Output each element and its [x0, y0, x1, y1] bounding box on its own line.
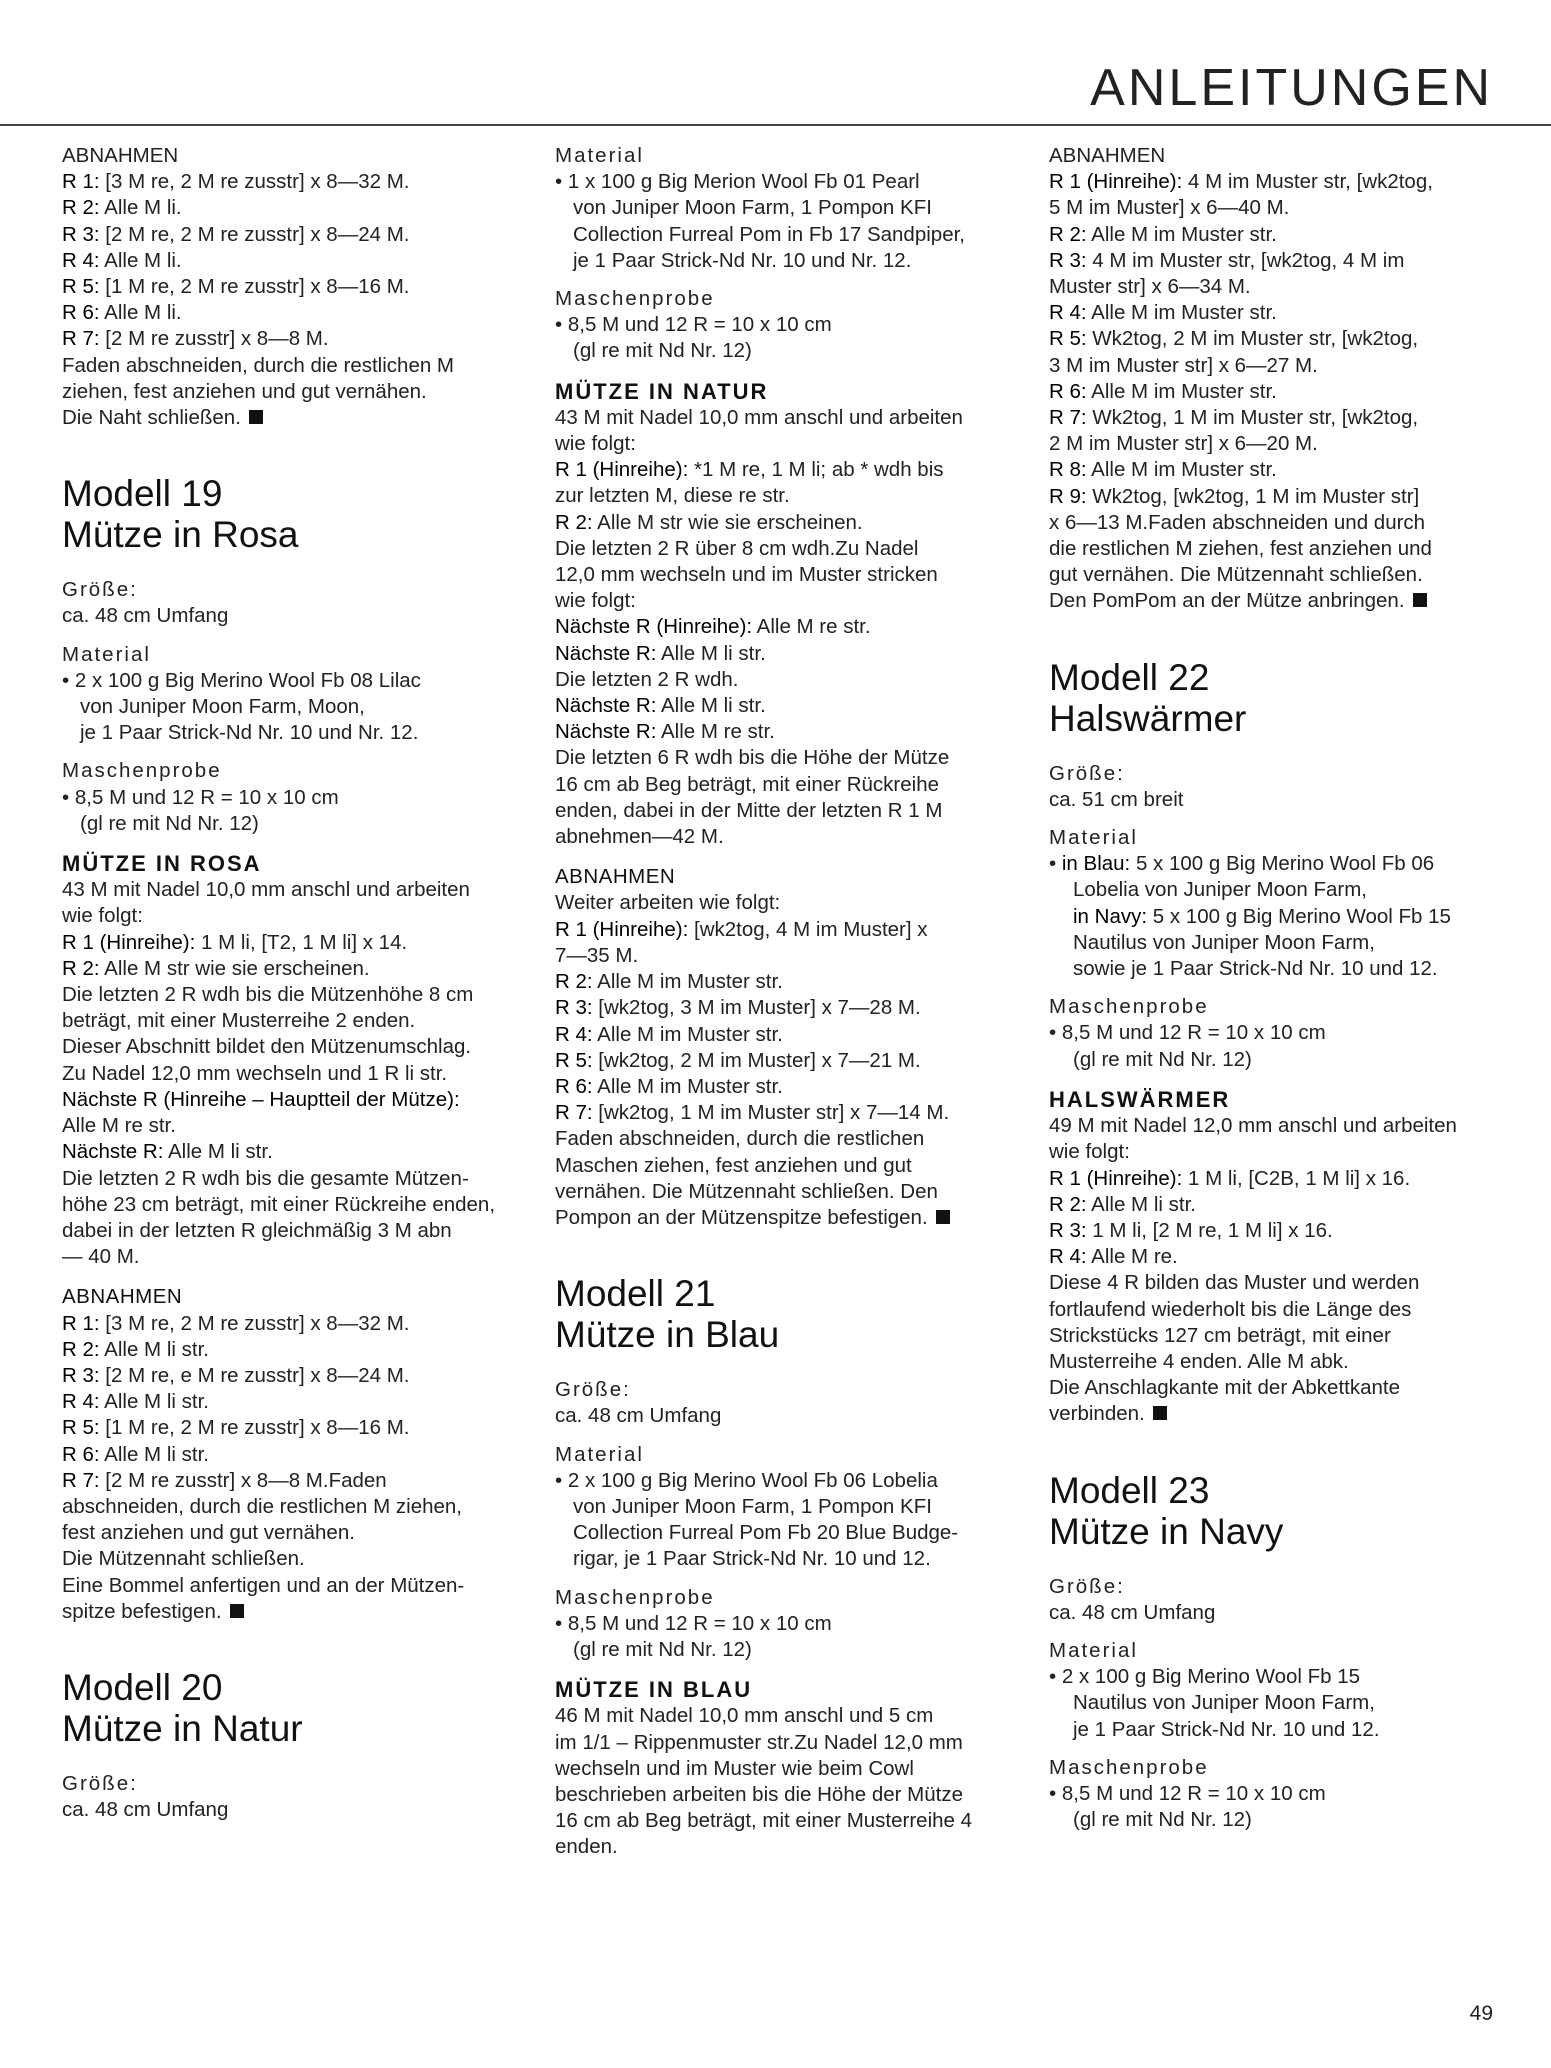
text-line: fortlaufend wiederholt bis die Länge des [1049, 1297, 1412, 1321]
maschenprobe-line: • 8,5 M und 12 R = 10 x 10 cm [555, 313, 832, 337]
text-line: die restlichen M ziehen, fest anziehen und [1049, 537, 1432, 561]
row-line: R 2: Alle M li str. [1049, 1192, 1196, 1216]
text-line: verbinden. [1049, 1401, 1509, 1427]
row-line: R 3: [2 M re, 2 M re zusstr] x 8—24 M. [62, 222, 410, 246]
text-line: wie folgt: [1049, 1140, 1130, 1164]
row-line: R 4: Alle M li. [62, 248, 182, 272]
row-line: R 7: Wk2tog, 1 M im Muster str, [wk2tog, [1049, 406, 1419, 430]
row-line: R 8: Alle M im Muster str. [1049, 458, 1277, 482]
text-line: Strickstücks 127 cm beträgt, mit einer [1049, 1323, 1391, 1347]
material-line: Collection Furreal Pom in Fb 17 Sandpiper, [573, 222, 965, 246]
text-line: Die Naht schließen. [62, 405, 522, 431]
row-line: R 4: Alle M li str. [62, 1390, 209, 1414]
section-heading: MÜTZE IN ROSA [62, 851, 262, 877]
row-line: R 1 (Hinreihe): 4 M im Muster str, [wk2tog, [1049, 170, 1433, 194]
text-line: wie folgt: [555, 589, 636, 613]
text-line: wie folgt: [555, 432, 636, 456]
end-square-icon [936, 1210, 950, 1224]
row-line: R 3: 1 M li, [2 M re, 1 M li] x 16. [1049, 1218, 1333, 1242]
text-line: wie folgt: [62, 904, 143, 928]
maschenprobe-line: (gl re mit Nd Nr. 12) [573, 339, 752, 363]
text-line: enden, dabei in der Mitte der letzten R 1 M [555, 798, 943, 822]
text-line: enden. [555, 1835, 618, 1859]
text-line: 12,0 mm wechseln und im Muster stricken [555, 563, 938, 587]
modell-subtitle: Halswärmer [1049, 697, 1247, 739]
row-line: R 2: Alle M im Muster str. [1049, 222, 1277, 246]
text-line: 5 M im Muster] x 6—40 M. [1049, 196, 1290, 220]
row-line: R 7: [wk2tog, 1 M im Muster str] x 7—14 M. [555, 1101, 950, 1125]
maschenprobe-line: (gl re mit Nd Nr. 12) [573, 1637, 752, 1661]
end-square-icon [1153, 1406, 1167, 1420]
row-line: R 6: Alle M li str. [62, 1442, 209, 1466]
modell-22 [1049, 657, 1509, 739]
page-number: 49 [1469, 2002, 1493, 2025]
material-line: • in Blau: 5 x 100 g Big Merino Wool Fb 06 [1049, 852, 1435, 876]
text-line: Eine Bommel anfertigen und an der Mützen- [62, 1573, 465, 1597]
column-left [62, 143, 522, 1823]
material-line: je 1 Paar Strick-Nd Nr. 10 und Nr. 12. [573, 248, 912, 272]
maschenprobe-label: Maschenprobe [555, 1585, 715, 1609]
text-line: Maschen ziehen, fest anziehen und gut [555, 1153, 912, 1177]
text-line: 43 M mit Nadel 10,0 mm anschl und arbeiten [62, 878, 470, 902]
row-line: Nächste R: Alle M re str. [555, 720, 775, 744]
modell-subtitle: Mütze in Rosa [62, 514, 299, 556]
material-line: rigar, je 1 Paar Strick-Nd Nr. 10 und 12. [573, 1547, 931, 1571]
text-line: ziehen, fest anziehen und gut vernähen. [62, 379, 427, 403]
material-line: Nautilus von Juniper Moon Farm, [1073, 930, 1375, 954]
row-line: R 1 (Hinreihe): 1 M li, [T2, 1 M li] x 14. [62, 930, 408, 954]
text-line: Pompon an der Mützenspitze befestigen. [555, 1205, 1015, 1231]
row-line: R 1 (Hinreihe): 1 M li, [C2B, 1 M li] x 16. [1049, 1166, 1411, 1190]
abnahmen-heading: ABNAHMEN [62, 1285, 183, 1309]
modell-title: Modell 22 [1049, 656, 1210, 698]
text-line: Die letzten 2 R wdh bis die gesamte Mützen- [62, 1166, 469, 1190]
text-line: abschneiden, durch die restlichen M ziehen, [62, 1494, 462, 1518]
text-line: gut vernähen. Die Mützennaht schließen. [1049, 563, 1423, 587]
modell-subtitle: Mütze in Natur [62, 1707, 303, 1749]
text-line: vernähen. Die Mützennaht schließen. Den [555, 1179, 938, 1203]
row-line: Nächste R: Alle M li str. [555, 641, 766, 665]
row-line: R 4: Alle M im Muster str. [555, 1022, 783, 1046]
row-line: R 5: Wk2tog, 2 M im Muster str, [wk2tog, [1049, 327, 1419, 351]
row-line: R 6: Alle M im Muster str. [1049, 379, 1277, 403]
modell-21 [555, 1273, 1015, 1355]
text-line: höhe 23 cm beträgt, mit einer Rückreihe enden, [62, 1192, 496, 1216]
modell-title: Modell 23 [1049, 1469, 1210, 1511]
maschenprobe-label: Maschenprobe [1049, 995, 1209, 1019]
text-line: wechseln und im Muster wie beim Cowl [555, 1756, 914, 1780]
row-line: R 2: Alle M str wie sie erscheinen. [555, 510, 863, 534]
section-heading: HALSWÄRMER [1049, 1086, 1231, 1112]
column-middle [555, 143, 1015, 1861]
row-line: R 5: [1 M re, 2 M re zusstr] x 8—16 M. [62, 275, 410, 299]
text-line: 49 M mit Nadel 12,0 mm anschl und arbeiten [1049, 1114, 1457, 1138]
groesse-value: ca. 51 cm breit [1049, 787, 1184, 811]
row-line: R 9: Wk2tog, [wk2tog, 1 M im Muster str] [1049, 484, 1420, 508]
text-line: Muster str] x 6—34 M. [1049, 275, 1251, 299]
row-line: R 7: [2 M re zusstr] x 8—8 M. [62, 327, 329, 351]
text-line: im 1/1 – Rippenmuster str.Zu Nadel 12,0 mm [555, 1730, 963, 1754]
maschenprobe-line: (gl re mit Nd Nr. 12) [80, 811, 259, 835]
row-line: R 1: [3 M re, 2 M re zusstr] x 8—32 M. [62, 170, 410, 194]
text-line: Musterreihe 4 enden. Alle M abk. [1049, 1349, 1349, 1373]
maschenprobe-line: • 8,5 M und 12 R = 10 x 10 cm [1049, 1781, 1326, 1805]
material-line: von Juniper Moon Farm, 1 Pompon KFI [573, 196, 932, 220]
modell-title: Modell 20 [62, 1666, 223, 1708]
material-label: Material [1049, 1638, 1138, 1662]
text-line: Die Mützennaht schließen. [62, 1547, 305, 1571]
material-line: sowie je 1 Paar Strick-Nd Nr. 10 und 12. [1073, 957, 1438, 981]
groesse-label: Größe: [555, 1378, 631, 1402]
modell-title: Modell 21 [555, 1273, 716, 1315]
material-line: in Navy: 5 x 100 g Big Merino Wool Fb 15 [1073, 904, 1451, 928]
text-line: Die Anschlagkante mit der Abkettkante [1049, 1376, 1400, 1400]
material-label: Material [62, 642, 151, 666]
row-line: R 1 (Hinreihe): [wk2tog, 4 M im Muster] x [555, 917, 928, 941]
maschenprobe-line: (gl re mit Nd Nr. 12) [1073, 1047, 1252, 1071]
maschenprobe-label: Maschenprobe [1049, 1755, 1209, 1779]
text-line: Diese 4 R bilden das Muster und werden [1049, 1271, 1420, 1295]
row-line: R 3: 4 M im Muster str, [wk2tog, 4 M im [1049, 248, 1405, 272]
material-line: Collection Furreal Pom Fb 20 Blue Budge- [573, 1521, 959, 1545]
maschenprobe-line: • 8,5 M und 12 R = 10 x 10 cm [62, 785, 339, 809]
column-right [1049, 143, 1509, 1833]
material-line: je 1 Paar Strick-Nd Nr. 10 und Nr. 12. [80, 721, 419, 745]
text-line: fest anziehen und gut vernähen. [62, 1521, 355, 1545]
text-line: Faden abschneiden, durch die restlichen [555, 1127, 925, 1151]
text-line: beschrieben arbeiten bis die Höhe der Mütze [555, 1782, 963, 1806]
text-line: spitze befestigen. [62, 1599, 522, 1625]
row-line: R 4: Alle M re. [1049, 1245, 1178, 1269]
section-heading: MÜTZE IN BLAU [555, 1677, 753, 1703]
text-line: dabei in der letzten R gleichmäßig 3 M abn [62, 1218, 452, 1242]
row-line: Nächste R (Hinreihe – Hauptteil der Mütze): [62, 1087, 460, 1111]
maschenprobe-line: (gl re mit Nd Nr. 12) [1073, 1808, 1252, 1832]
row-line: Nächste R (Hinreihe): Alle M re str. [555, 615, 871, 639]
text-line: 7—35 M. [555, 943, 639, 967]
text-line: 2 M im Muster str] x 6—20 M. [1049, 432, 1318, 456]
end-square-icon [230, 1604, 244, 1618]
text-line: x 6—13 M.Faden abschneiden und durch [1049, 510, 1426, 534]
text-line: zur letzten M, diese re str. [555, 484, 790, 508]
row-line: R 1: [3 M re, 2 M re zusstr] x 8—32 M. [62, 1311, 410, 1335]
abnahmen-heading: ABNAHMEN [1049, 144, 1166, 167]
header-rule [0, 124, 1551, 126]
abnahmen-heading: ABNAHMEN [555, 865, 676, 889]
row-line: Nächste R: Alle M li str. [555, 694, 766, 718]
material-line: • 2 x 100 g Big Merino Wool Fb 15 [1049, 1665, 1361, 1689]
modell-subtitle: Mütze in Navy [1049, 1510, 1284, 1552]
end-square-icon [1413, 593, 1427, 607]
row-line: R 7: [2 M re zusstr] x 8—8 M.Faden [62, 1468, 387, 1492]
text-line: Die letzten 6 R wdh bis die Höhe der Mütze [555, 746, 950, 770]
groesse-label: Größe: [1049, 1574, 1125, 1598]
end-square-icon [249, 410, 263, 424]
text-line: Die letzten 2 R wdh bis die Mützenhöhe 8 cm [62, 983, 474, 1007]
groesse-value: ca. 48 cm Umfang [62, 604, 229, 628]
row-line: R 6: Alle M li. [62, 301, 182, 325]
material-line: von Juniper Moon Farm, Moon, [80, 695, 365, 719]
modell-19 [62, 473, 522, 555]
text-line: Den PomPom an der Mütze anbringen. [1049, 588, 1509, 614]
material-label: Material [1049, 826, 1138, 850]
maschenprobe-line: • 8,5 M und 12 R = 10 x 10 cm [555, 1611, 832, 1635]
abnahmen-heading: ABNAHMEN [62, 144, 179, 167]
text-line: 16 cm ab Beg beträgt, mit einer Rückreihe [555, 772, 939, 796]
groesse-label: Größe: [62, 578, 138, 602]
text-line: Die letzten 2 R über 8 cm wdh.Zu Nadel [555, 536, 919, 560]
maschenprobe-label: Maschenprobe [555, 287, 715, 311]
material-label: Material [555, 144, 644, 167]
section-heading: MÜTZE IN NATUR [555, 378, 769, 404]
text-line: abnehmen—42 M. [555, 825, 724, 849]
modell-subtitle: Mütze in Blau [555, 1314, 780, 1356]
row-line: R 3: [wk2tog, 3 M im Muster] x 7—28 M. [555, 996, 921, 1020]
material-line: • 2 x 100 g Big Merino Wool Fb 06 Lobelia [555, 1468, 938, 1492]
groesse-label: Größe: [62, 1771, 138, 1795]
text-line: — 40 M. [62, 1245, 140, 1269]
material-label: Material [555, 1442, 644, 1466]
text-line: 43 M mit Nadel 10,0 mm anschl und arbeiten [555, 405, 963, 429]
maschenprobe-label: Maschenprobe [62, 759, 222, 783]
text-line: Faden abschneiden, durch die restlichen M [62, 353, 455, 377]
row-line: R 2: Alle M li. [62, 196, 182, 220]
row-line: R 5: [wk2tog, 2 M im Muster] x 7—21 M. [555, 1048, 921, 1072]
row-line: R 5: [1 M re, 2 M re zusstr] x 8—16 M. [62, 1416, 410, 1440]
text-line: 3 M im Muster str] x 6—27 M. [1049, 353, 1318, 377]
row-line: R 6: Alle M im Muster str. [555, 1074, 783, 1098]
row-line: R 1 (Hinreihe): *1 M re, 1 M li; ab * wdh bis [555, 458, 944, 482]
material-line: • 1 x 100 g Big Merion Wool Fb 01 Pearl [555, 170, 920, 194]
modell-20 [62, 1667, 522, 1749]
row-line: R 2: Alle M li str. [62, 1337, 209, 1361]
groesse-value: ca. 48 cm Umfang [1049, 1600, 1216, 1624]
groesse-label: Größe: [1049, 761, 1125, 785]
modell-23 [1049, 1470, 1509, 1552]
row-line: Nächste R: Alle M li str. [62, 1140, 273, 1164]
material-line: je 1 Paar Strick-Nd Nr. 10 und 12. [1073, 1717, 1380, 1741]
text-line: Die letzten 2 R wdh. [555, 667, 739, 691]
material-line: Lobelia von Juniper Moon Farm, [1073, 878, 1367, 902]
material-line: Nautilus von Juniper Moon Farm, [1073, 1691, 1375, 1715]
text-line: Alle M re str. [62, 1114, 176, 1138]
row-line: R 4: Alle M im Muster str. [1049, 301, 1277, 325]
row-line: R 2: Alle M im Muster str. [555, 970, 783, 994]
text-line: 16 cm ab Beg beträgt, mit einer Musterreihe 4 [555, 1809, 973, 1833]
row-line: R 2: Alle M str wie sie erscheinen. [62, 956, 370, 980]
material-line: • 2 x 100 g Big Merino Wool Fb 08 Lilac [62, 668, 421, 692]
text-line: Weiter arbeiten wie folgt: [555, 891, 781, 915]
page-header-title: ANLEITUNGEN [1090, 59, 1493, 117]
text-line: Zu Nadel 12,0 mm wechseln und 1 R li str. [62, 1061, 448, 1085]
maschenprobe-line: • 8,5 M und 12 R = 10 x 10 cm [1049, 1021, 1326, 1045]
groesse-value: ca. 48 cm Umfang [62, 1798, 229, 1822]
groesse-value: ca. 48 cm Umfang [555, 1404, 722, 1428]
text-line: beträgt, mit einer Musterreihe 2 enden. [62, 1009, 416, 1033]
modell-title: Modell 19 [62, 473, 223, 515]
text-line: Dieser Abschnitt bildet den Mützenumschlag. [62, 1035, 472, 1059]
material-line: von Juniper Moon Farm, 1 Pompon KFI [573, 1494, 932, 1518]
row-line: R 3: [2 M re, e M re zusstr] x 8—24 M. [62, 1363, 410, 1387]
text-line: 46 M mit Nadel 10,0 mm anschl und 5 cm [555, 1704, 934, 1728]
